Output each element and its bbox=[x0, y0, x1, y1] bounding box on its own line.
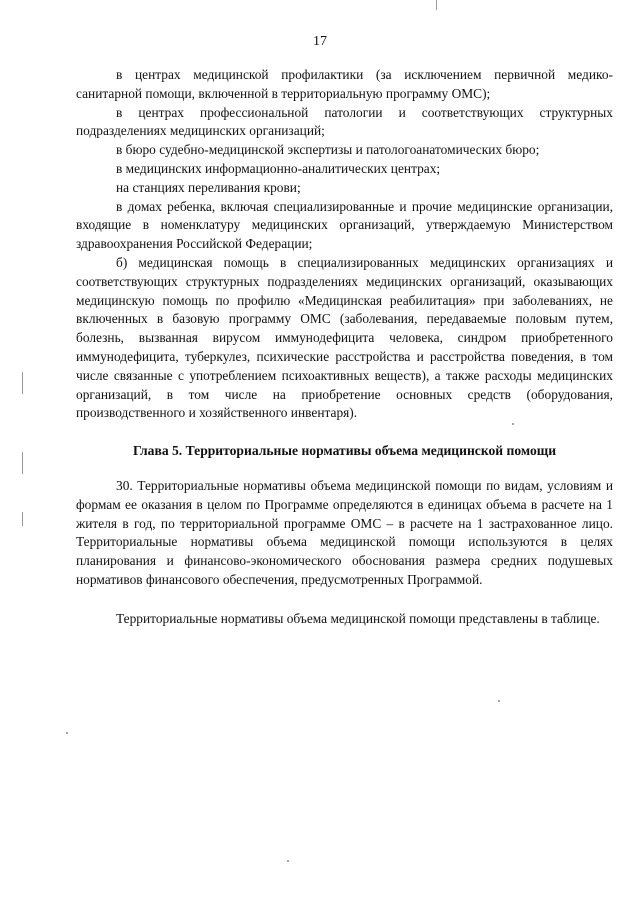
page-number: 17 bbox=[313, 34, 327, 49]
scan-mark bbox=[436, 0, 437, 10]
paragraph-final: Территориальные нормативы объема медицинской помощи представлены в таблице. bbox=[116, 610, 600, 626]
paragraph: в центрах профессиональной патологии и соответствующих структурных подразделениях медицинских организаций; bbox=[76, 104, 613, 139]
scan-mark bbox=[22, 452, 23, 474]
paragraph: в бюро судебно-медицинской экспертизы и патологоанатомических бюро; bbox=[116, 142, 540, 158]
paragraph: 30. Территориальные нормативы объема медицинской помощи по видам, условиям и формам ее оказания в целом по Программе определяются в единицах объема в расчете на 1 жителя в год, по территориальной программе ОМС – в расчете на 1 застрахованное лицо. Территориальные нормативы объема медицинской помощи используются в целях планирования и финансово-экономического обоснования размера средних подушевых нормативов финансового обеспечения, предусмотренных Программой. bbox=[76, 477, 613, 587]
scan-speck bbox=[512, 423, 514, 425]
paragraph-spacer bbox=[76, 590, 613, 610]
scan-mark bbox=[22, 512, 23, 526]
paragraph: в центрах медицинской профилактики (за исключением первичной медико-санитарной помощи, включенной в территориальную программу ОМС); bbox=[76, 67, 613, 101]
paragraph: в медицинских информационно-аналитических центрах; bbox=[116, 160, 441, 176]
paragraph: в домах ребенка, включая специализированные и прочие медицинские организации, входящие в номенклатуру медицинских организаций, утверждаемую Министерством здравоохранения Российской Федерации; bbox=[76, 198, 613, 252]
paragraph: на станциях переливания крови; bbox=[116, 179, 301, 195]
scan-speck bbox=[66, 732, 68, 734]
scan-speck bbox=[287, 860, 289, 862]
scan-mark bbox=[22, 372, 23, 394]
document-body bbox=[76, 66, 613, 629]
scan-speck bbox=[498, 700, 500, 702]
paragraph: б) медицинская помощь в специализированных медицинских организациях и соответствующих структурных подразделениях медицинских организаций, оказывающих медицинскую помощь по профилю «Медицинская реабилитация» при заболеваниях, не включенных в базовую программу ОМС (заболевания, передаваемые половым путем, болезнь, вызванная вирусом иммунодефицита человека, синдром приобретенного иммунодефицита, туберкулез, психические расстройства и расстройства поведения, в том числе связанные с употреблением психоактивных веществ), а также расходы медицинских организаций, в том числе на приобретение основных средств (оборудования, производственного и хозяйственного инвентаря). bbox=[76, 254, 613, 421]
chapter-heading: Глава 5. Территориальные нормативы объема медицинской помощи bbox=[132, 443, 557, 459]
